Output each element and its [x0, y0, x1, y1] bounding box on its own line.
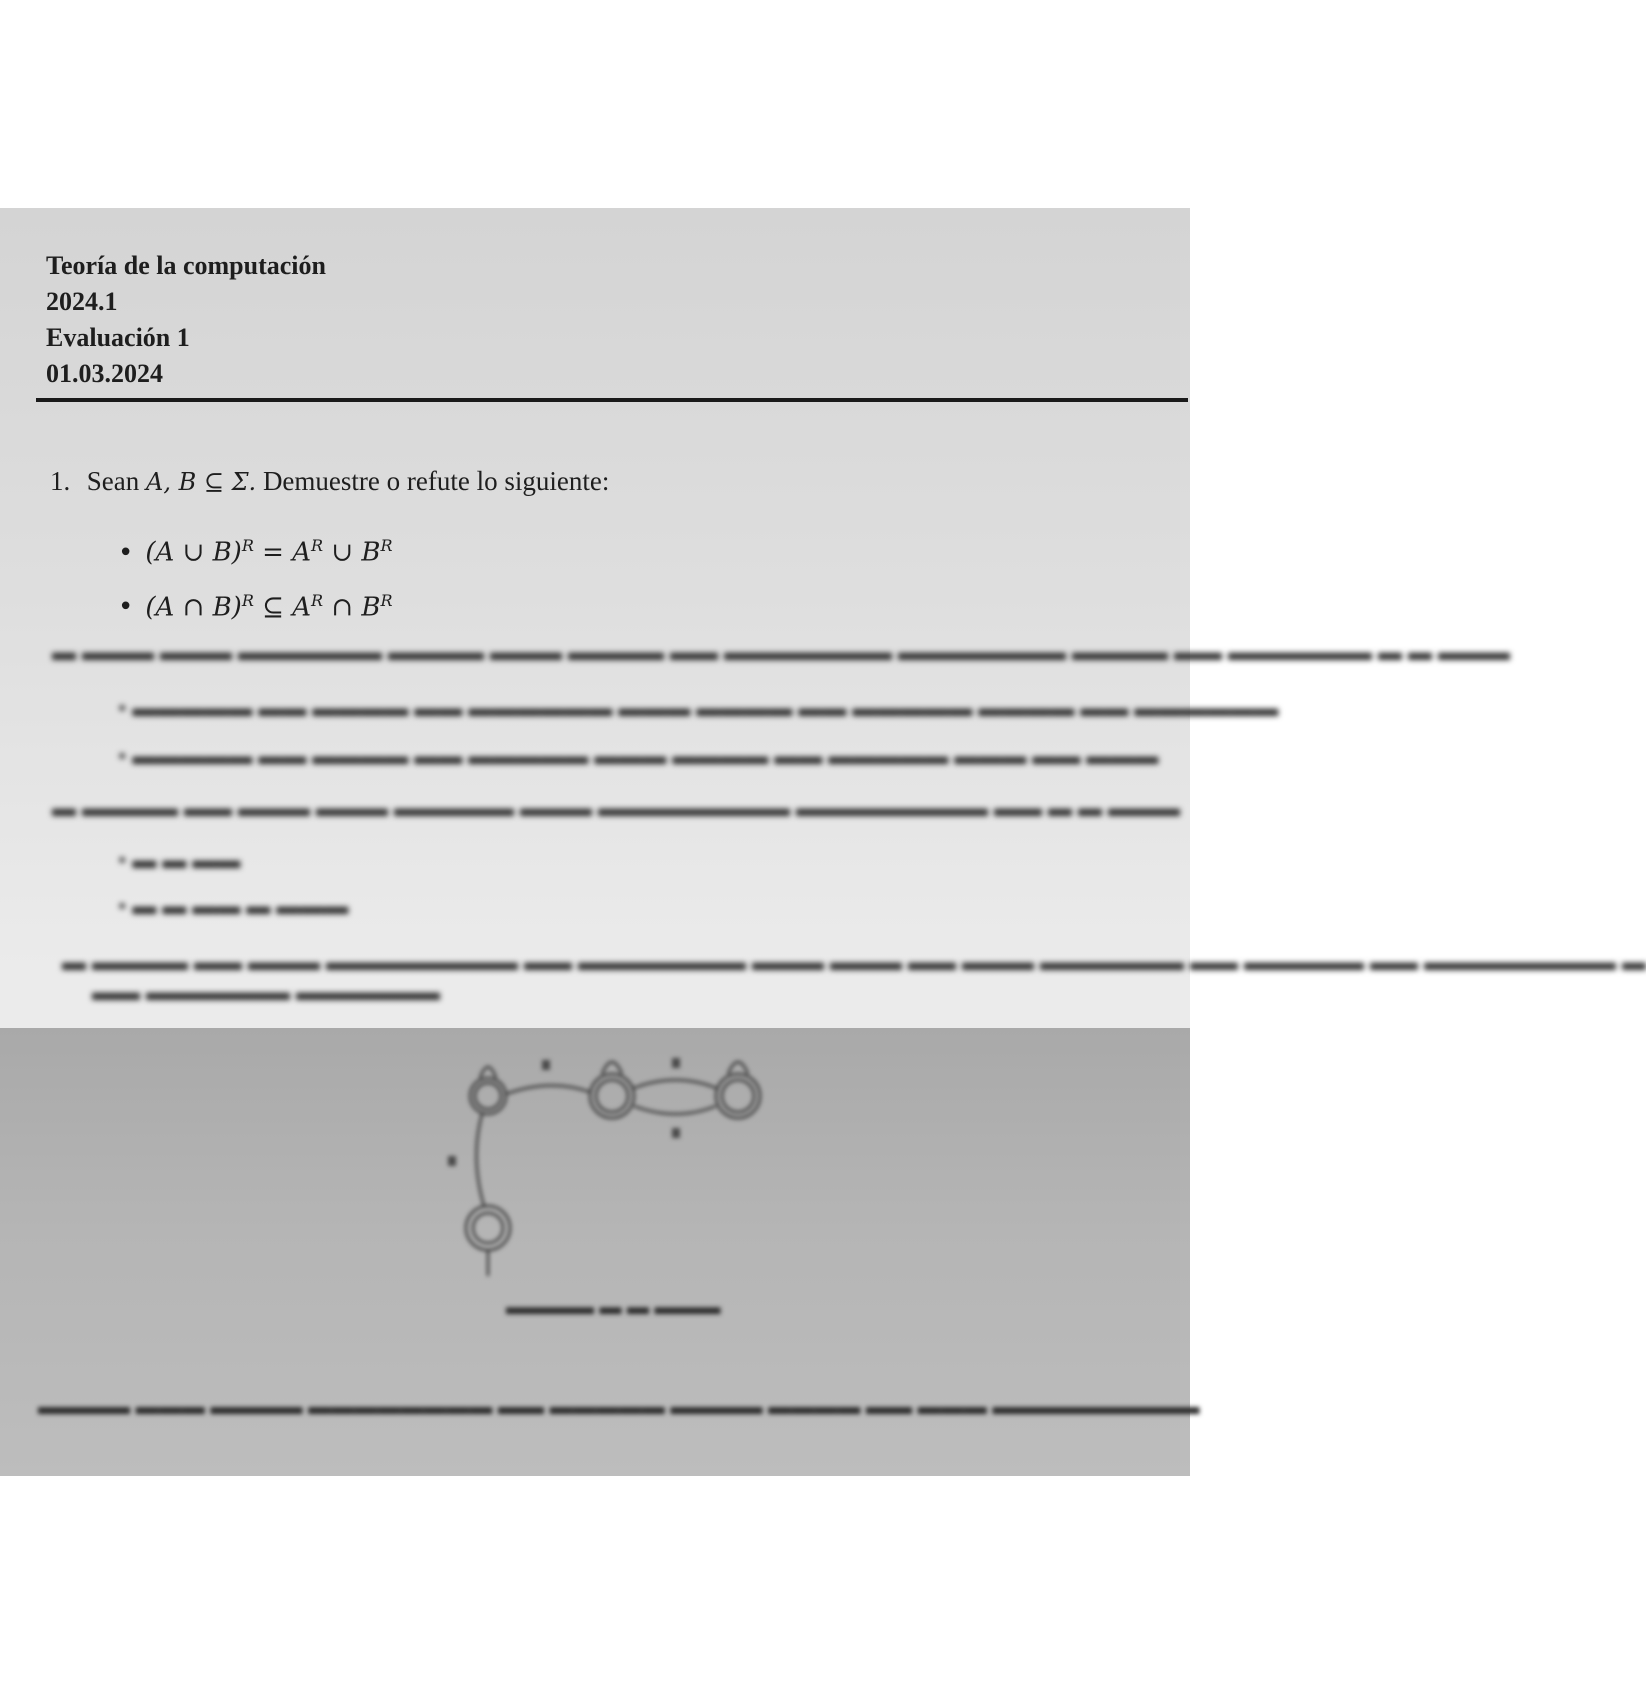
- state-circle-inner: [475, 1083, 501, 1109]
- self-loop: [602, 1062, 622, 1074]
- transition-arrow: [506, 1085, 590, 1094]
- question-2-item-2-illegible: • ▬▬▬▬▬ ▬▬ ▬▬▬▬ ▬▬ ▬▬▬▬▬ ▬▬▬ ▬▬▬▬ ▬▬ ▬▬▬▬▬ ▬▬▬ ▬▬ ▬▬▬: [118, 744, 1159, 770]
- question-1-item-2: • (A ∩ B)$^R$ ⊆ $A^R$ ∩ $B^R$: [118, 590, 393, 623]
- question-4-line-1-illegible: ▬ ▬▬▬▬ ▬▬ ▬▬▬ ▬▬▬▬▬▬▬▬ ▬▬ ▬▬▬▬▬▬▬ ▬▬▬ ▬▬▬ ▬▬ ▬▬▬ ▬▬▬▬▬▬ ▬▬ ▬▬▬▬▬ ▬▬ ▬▬▬▬▬▬▬▬ ▬: [62, 950, 1646, 976]
- exam-header: [46, 248, 326, 392]
- exam-name: Evaluación 1: [46, 323, 190, 352]
- note-illegible: ▬▬▬▬ ▬▬▬ ▬▬▬▬ ▬▬▬▬▬▬▬▬ ▬▬ ▬▬▬▬▬ ▬▬▬▬ ▬▬▬▬ ▬▬ ▬▬▬ ▬▬▬▬▬▬▬▬▬: [38, 1394, 1200, 1419]
- self-loop: [728, 1062, 748, 1074]
- course-title: Teoría de la computación: [46, 251, 326, 280]
- edge-label-mark: [672, 1058, 680, 1068]
- question-2-item-1-illegible: • ▬▬▬▬▬ ▬▬ ▬▬▬▬ ▬▬ ▬▬▬▬▬▬ ▬▬▬ ▬▬▬▬ ▬▬ ▬▬▬▬▬ ▬▬▬▬ ▬▬ ▬▬▬▬▬▬: [118, 696, 1279, 722]
- bullet-icon: •: [118, 592, 134, 623]
- question-1-sets: A, B ⊆ Σ.: [145, 468, 257, 496]
- state-circle-inner: [473, 1213, 503, 1243]
- question-1-text-after: Demuestre o refute lo siguiente:: [262, 466, 610, 496]
- edge-label-mark: [672, 1128, 680, 1138]
- edge-label-mark: [448, 1156, 456, 1166]
- question-1-item-1: • (A ∪ $B)^R = A^R$ ∪ $B^R$: [118, 536, 393, 568]
- question-3-illegible: ▬ ▬▬▬▬ ▬▬ ▬▬▬ ▬▬▬ ▬▬▬▬▬ ▬▬▬ ▬▬▬▬▬▬▬▬ ▬▬▬▬▬▬▬▬ ▬▬ ▬ ▬ ▬▬▬: [52, 796, 1180, 822]
- transition-arrow: [476, 1114, 484, 1206]
- question-3-item-1-illegible: • ▬ ▬ ▬▬: [118, 848, 241, 874]
- question-1: [50, 466, 609, 497]
- exam-date: 01.03.2024: [46, 359, 163, 388]
- question-1-number: 1.: [50, 466, 71, 496]
- question-1-text-before: Sean: [86, 466, 140, 496]
- question-4-line-2-illegible: ▬▬ ▬▬▬▬▬▬ ▬▬▬▬▬▬: [92, 980, 440, 1006]
- term: 2024.1: [46, 287, 118, 316]
- state-circle-inner: [722, 1080, 754, 1112]
- self-loop: [480, 1067, 496, 1078]
- header-rule: [36, 398, 1188, 402]
- transition-arrow: [634, 1106, 716, 1114]
- bullet-icon: •: [118, 537, 134, 568]
- question-1-items: [118, 522, 392, 631]
- photographed-page: [0, 208, 1646, 1476]
- question-3-item-2-illegible: • ▬ ▬ ▬▬ ▬ ▬▬▬: [118, 894, 349, 920]
- state-circle-inner: [596, 1080, 628, 1112]
- edge-label-mark: [542, 1060, 550, 1070]
- question-2-illegible: ▬ ▬▬▬ ▬▬▬ ▬▬▬▬▬▬ ▬▬▬▬ ▬▬▬ ▬▬▬▬ ▬▬ ▬▬▬▬▬▬▬ ▬▬▬▬▬▬▬ ▬▬▬▬ ▬▬ ▬▬▬▬▬▬ ▬ ▬ ▬▬▬: [52, 640, 1510, 666]
- figure-caption-illegible: ▬▬▬▬ ▬ ▬ ▬▬▬: [506, 1294, 721, 1319]
- transition-arrow: [634, 1080, 716, 1088]
